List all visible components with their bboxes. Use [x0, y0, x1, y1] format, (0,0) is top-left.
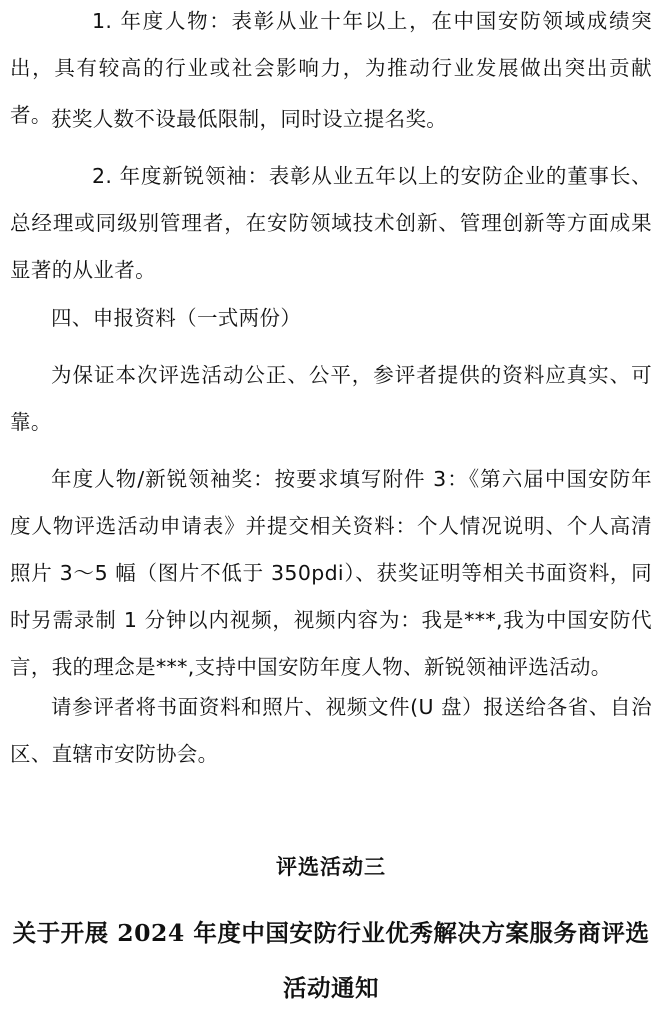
section-label: 评选活动三 [276, 855, 386, 879]
paragraph-submission-route: 请参评者将书面资料和照片、视频文件(U 盘）报送给各省、自治区、直辖市安防协会。 [10, 695, 652, 766]
section-heading-materials: 四、申报资料（一式两份） [51, 306, 302, 330]
paragraph-annual-person: 1. 年度人物：表彰从业十年以上，在中国安防领域成绩突出，具有较高的行业或社会影响力，为推动行业发展做出突出贡献者。 [10, 9, 652, 127]
paragraph-new-leader: 2. 年度新锐领袖：表彰从业五年以上的安防企业的董事长、总经理或同级别管理者，在安防领域技术创新、管理创新等方面成果显著的从业者。 [10, 164, 652, 282]
paragraph-submission-requirements: 年度人物/新锐领袖奖：按要求填写附件 3：《第六届中国安防年度人物评选活动申请表》并提交相关资料：个人情况说明、个人高清照片 3～5 幅（图片不低于 350pdi）、获奖证明等相关书面资料，同时另需录制 1 分钟以内视频，视频内容为：我是***,我为中国安防代言，我的理念是***,支持中国安防年度人物、新锐领袖评选活动。 [10, 467, 652, 679]
paragraph-award-count: 获奖人数不设最低限制，同时设立提名奖。 [51, 107, 448, 131]
paragraph-fairness: 为保证本次评选活动公正、公平，参评者提供的资料应真实、可靠。 [10, 363, 652, 434]
section-title: 关于开展 2024 年度中国安防行业优秀解决方案服务商评选活动通知 [12, 919, 650, 1002]
